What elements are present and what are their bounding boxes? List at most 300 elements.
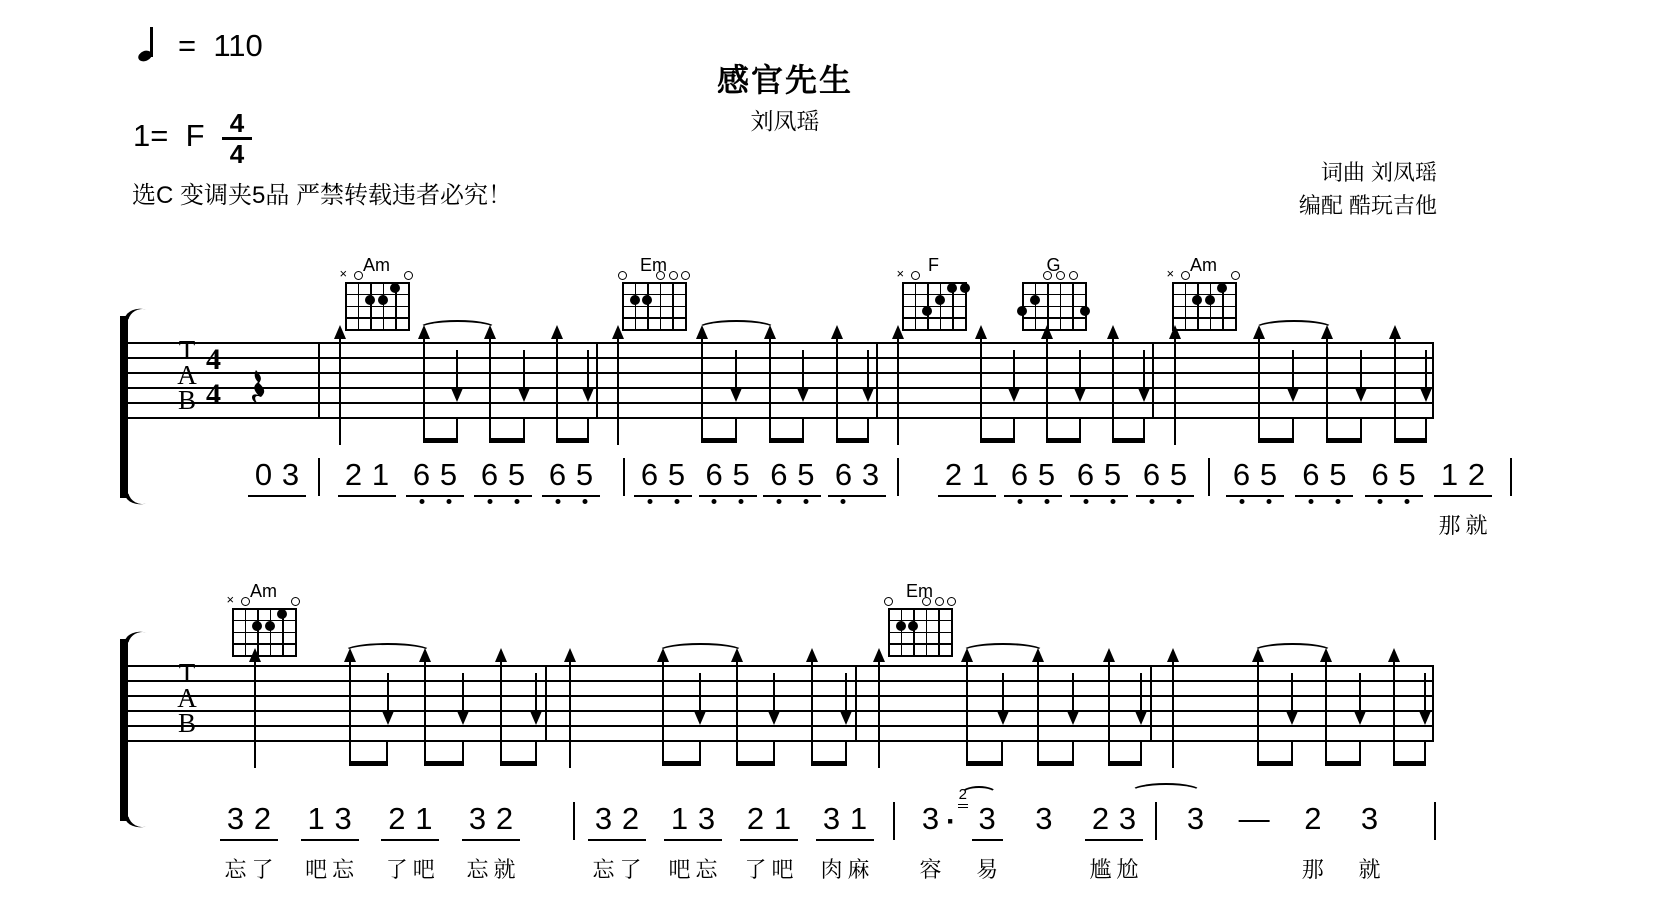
chord-grid-fret-line — [1022, 282, 1087, 284]
jianpu-note: — — [1238, 801, 1270, 836]
bracket-curl-bottom-icon — [125, 813, 147, 831]
strum-stem — [587, 350, 589, 390]
jianpu-note: 6 — [544, 456, 571, 493]
staff-time-signature-top: 4 — [206, 343, 221, 376]
strum-stem — [1425, 350, 1427, 390]
jianpu-note: 5 — [728, 456, 755, 493]
note-group — [1180, 800, 1211, 839]
eighth-beam — [811, 740, 847, 766]
strum-down-arrow-icon — [457, 711, 469, 725]
note-group — [1365, 456, 1423, 497]
jianpu-note: 1 — [371, 457, 390, 492]
chord-grid-fret-line — [888, 632, 953, 634]
open-string-marker — [1043, 271, 1052, 280]
chord-grid-fret-line — [902, 317, 967, 319]
open-string-marker — [884, 597, 893, 606]
eighth-beam — [836, 417, 869, 443]
lyric-syllable: 吧 — [305, 857, 328, 882]
jianpu-measure — [588, 800, 874, 882]
jianpu-note: 5 — [1099, 456, 1126, 493]
strum-stem — [1424, 673, 1426, 713]
note-group — [763, 456, 821, 497]
strum-stem — [699, 673, 701, 713]
artist-name: 刘凤瑶 — [750, 108, 820, 134]
staff-line — [125, 680, 1434, 682]
strum-stem — [424, 660, 426, 740]
slur-arc — [961, 643, 1045, 661]
system-bracket — [120, 316, 128, 498]
note-group — [474, 456, 532, 497]
barline — [855, 665, 857, 742]
octave-dot — [1149, 499, 1154, 504]
strum-stem — [1140, 673, 1142, 713]
eighth-beam — [556, 417, 589, 443]
staff-line — [125, 665, 1434, 667]
strum-stem — [773, 673, 775, 713]
chord-grid-fret-line — [232, 632, 297, 634]
strum-stem — [349, 660, 351, 740]
jianpu-note: 5 — [1324, 456, 1351, 493]
chord-grid-fret-line — [902, 329, 967, 331]
chord-grid-fret-line — [1172, 282, 1237, 284]
strum-stem — [1108, 660, 1110, 740]
chord-dot — [265, 621, 275, 631]
note-group — [381, 800, 439, 882]
lyric-syllable: 吧 — [412, 857, 435, 882]
jianpu-note: 2 了 — [383, 800, 410, 837]
eighth-beam — [489, 417, 524, 443]
jianpu-barline — [1510, 458, 1512, 496]
chord-grid-fret-line — [902, 282, 967, 284]
chord-grid-fret-line — [232, 620, 297, 622]
jianpu-note: 3 肉 — [818, 800, 845, 837]
lyric-syllable: 易 — [976, 857, 999, 882]
open-string-marker — [911, 271, 920, 280]
open-string-marker — [1069, 271, 1078, 280]
lyric-syllable: 了 — [744, 857, 767, 882]
strum-down-arrow-icon — [1286, 711, 1298, 725]
note-group — [958, 786, 1003, 882]
jianpu-note: 3 忘 — [330, 800, 357, 837]
note-group — [1295, 456, 1353, 497]
octave-dot — [555, 499, 560, 504]
quarter-stem — [897, 417, 899, 445]
barline — [318, 342, 320, 419]
strum-stem — [1072, 673, 1074, 713]
jianpu-note: 2 那 — [1299, 800, 1326, 837]
eighth-beam — [1326, 417, 1362, 443]
chord-dot — [960, 283, 970, 293]
strum-stem — [769, 337, 771, 417]
open-string-marker — [669, 271, 678, 280]
chord-label: Em — [906, 581, 933, 601]
note-group — [1085, 800, 1143, 882]
jianpu-note: 2 了 — [742, 800, 769, 837]
note-group — [1434, 456, 1492, 538]
jianpu-note: 3 忘 — [222, 800, 249, 837]
jianpu-note: 6 — [1297, 456, 1324, 493]
staff-line — [125, 357, 1434, 359]
eighth-beam — [701, 417, 737, 443]
chord-grid-fret-line — [1022, 317, 1087, 319]
jianpu-note: 5 — [435, 456, 462, 493]
chord-grid-fret-line — [345, 306, 410, 308]
tab-letter: B — [177, 708, 196, 738]
strum-down-arrow-icon — [1419, 711, 1431, 725]
chord-dot — [642, 295, 652, 305]
strum-down-arrow-icon — [1008, 388, 1020, 402]
octave-dot — [1335, 499, 1340, 504]
jianpu-measure — [938, 456, 1194, 497]
jianpu-barline — [1434, 802, 1436, 840]
chord-dot — [1017, 306, 1027, 316]
chord-dot — [947, 283, 957, 293]
quarter-rest-icon — [251, 370, 269, 410]
eighth-beam — [1258, 417, 1294, 443]
jianpu-barline — [1155, 802, 1157, 840]
strum-stem — [836, 337, 838, 417]
staff-line — [125, 402, 1434, 404]
jianpu-measure — [238, 456, 316, 497]
chord-grid-fret-line — [345, 294, 410, 296]
strum-stem — [456, 350, 458, 390]
octave-dot — [419, 499, 424, 504]
lyric-syllable: 肉 — [820, 857, 843, 882]
jianpu-note: 5 — [503, 456, 530, 493]
chord-label: Am — [1190, 255, 1217, 275]
jianpu-note: 3 — [281, 457, 300, 492]
staff-line — [125, 695, 1434, 697]
tempo-value: = 110 — [178, 28, 263, 63]
strum-down-arrow-icon — [582, 388, 594, 402]
strum-stem — [1174, 337, 1176, 417]
chord-grid-fret-line — [1022, 329, 1087, 331]
jianpu-barline — [1208, 458, 1210, 496]
tab-letter: T — [178, 658, 196, 688]
lyric-syllable: 吧 — [771, 857, 794, 882]
barline — [876, 342, 878, 419]
strum-down-arrow-icon — [1138, 388, 1150, 402]
strum-stem — [736, 660, 738, 740]
strum-stem — [387, 673, 389, 713]
jianpu-note: 3 忘 — [464, 800, 491, 837]
chord-grid-fret-line — [622, 306, 687, 308]
chord-label: Am — [363, 255, 390, 275]
chord-dot — [1217, 283, 1227, 293]
time-signature-denominator: 4 — [229, 139, 245, 169]
lyric-syllable: 尴 — [1089, 857, 1112, 882]
chord-grid-fret-line — [902, 294, 967, 296]
jianpu-note: 3 尬 — [1114, 800, 1141, 837]
slur-arc — [1252, 643, 1333, 661]
jianpu-note: 6 — [476, 456, 503, 493]
lyric-syllable: 吧 — [668, 857, 691, 882]
jianpu-note: 2 就 — [1463, 456, 1490, 493]
strum-stem — [617, 337, 619, 417]
jianpu-note: 6 — [765, 456, 792, 493]
strum-stem — [339, 337, 341, 417]
strum-stem — [1291, 673, 1293, 713]
chord-dot — [630, 295, 640, 305]
strum-stem — [735, 350, 737, 390]
bracket-curl-bottom-icon — [125, 490, 147, 508]
note-group — [406, 456, 464, 497]
chord-dot — [277, 609, 287, 619]
jianpu-note: 1 — [971, 457, 990, 492]
slur-arc — [1254, 320, 1334, 338]
octave-dot — [841, 499, 846, 504]
augmentation-dot: · — [946, 805, 956, 838]
strum-down-arrow-icon — [518, 388, 530, 402]
eighth-beam — [1037, 740, 1074, 766]
chord-dot — [935, 295, 945, 305]
jianpu-note: 5 — [1255, 456, 1282, 493]
strum-down-arrow-icon — [382, 711, 394, 725]
song-title: 感官先生 — [716, 62, 854, 98]
lyric-syllable: 忘 — [592, 857, 615, 882]
strum-stem — [1046, 337, 1048, 417]
octave-dot — [1378, 499, 1383, 504]
chord-dot — [252, 621, 262, 631]
strum-stem — [1258, 337, 1260, 417]
strum-stem — [1292, 350, 1294, 390]
system-bracket — [120, 639, 128, 821]
quarter-stem — [1172, 740, 1174, 768]
chord-dot — [922, 306, 932, 316]
note-group — [915, 800, 956, 882]
strum-stem — [802, 350, 804, 390]
time-signature — [222, 109, 252, 168]
strum-stem — [1143, 350, 1145, 390]
strum-stem — [878, 660, 880, 740]
eighth-beam — [966, 740, 1003, 766]
tie-arc — [1130, 783, 1202, 801]
chord-dot — [908, 621, 918, 631]
strum-down-arrow-icon — [1355, 388, 1367, 402]
octave-dot — [582, 499, 587, 504]
strum-stem — [489, 337, 491, 417]
credit-lyrics-composer: 词曲 刘凤瑶 — [1320, 160, 1437, 185]
octave-dot — [647, 499, 652, 504]
strum-stem — [845, 673, 847, 713]
octave-dot — [1239, 499, 1244, 504]
note-group — [828, 456, 886, 497]
strum-stem — [462, 673, 464, 713]
chord-label: G — [1046, 255, 1061, 275]
chord-grid-fret-line — [1172, 306, 1237, 308]
strum-down-arrow-icon — [1135, 711, 1147, 725]
eighth-beam — [662, 740, 701, 766]
strum-stem — [1002, 673, 1004, 713]
strum-down-arrow-icon — [1067, 711, 1079, 725]
note-group — [1354, 800, 1385, 882]
chord-grid-fret-line — [1172, 329, 1237, 331]
chord-grid-fret-line — [1172, 294, 1237, 296]
jianpu-note: 3 — [1035, 801, 1053, 836]
strum-down-arrow-icon — [840, 711, 852, 725]
chord-grid-fret-line — [345, 282, 410, 284]
lyric-syllable: 忘 — [466, 857, 489, 882]
jianpu-barline — [897, 458, 899, 496]
jianpu-measure — [634, 456, 886, 497]
time-signature-numerator: 4 — [222, 109, 252, 140]
strum-stem — [701, 337, 703, 417]
jianpu-note: 1 吧 — [410, 800, 437, 837]
octave-dot — [1017, 499, 1022, 504]
jianpu-note: 5 — [1033, 456, 1060, 493]
staff-line — [125, 387, 1434, 389]
jianpu-note: 5 — [571, 456, 598, 493]
eighth-beam — [1112, 417, 1144, 443]
chord-label: Am — [250, 581, 277, 601]
octave-dot — [487, 499, 492, 504]
strum-stem — [1359, 673, 1361, 713]
note-group — [938, 456, 996, 497]
quarter-stem — [254, 740, 256, 768]
octave-dot — [1308, 499, 1313, 504]
staff-line — [125, 740, 1434, 742]
lyric-syllable: 那 — [1438, 513, 1461, 538]
jianpu-note: 3 2 易 — [974, 800, 1001, 837]
eighth-beam — [736, 740, 775, 766]
open-string-marker — [656, 271, 665, 280]
jianpu-measure — [915, 786, 1143, 882]
strum-down-arrow-icon — [862, 388, 874, 402]
tab-letter: A — [177, 360, 197, 390]
chord-grid-fret-line — [888, 655, 953, 657]
jianpu-note: 2 — [944, 457, 963, 492]
chord-dot — [378, 295, 388, 305]
note-group — [1136, 456, 1194, 497]
quarter-stem — [339, 417, 341, 445]
strum-stem — [1112, 337, 1114, 417]
octave-dot — [739, 499, 744, 504]
lyric-syllable: 容 — [919, 857, 942, 882]
strum-stem — [556, 337, 558, 417]
strum-stem — [1079, 350, 1081, 390]
jianpu-note: 3 忘 — [693, 800, 720, 837]
octave-dot — [1176, 499, 1181, 504]
jianpu-barline — [623, 458, 625, 496]
octave-dot — [446, 499, 451, 504]
open-string-marker — [1056, 271, 1065, 280]
muted-string-marker: × — [339, 266, 348, 281]
jianpu-measure — [1180, 800, 1385, 882]
strum-down-arrow-icon — [997, 711, 1009, 725]
octave-dot — [1110, 499, 1115, 504]
jianpu-note: 2 — [344, 457, 363, 492]
jianpu-note: 1 那 — [1436, 456, 1463, 493]
strum-stem — [1037, 660, 1039, 740]
strum-stem — [1325, 660, 1327, 740]
strum-down-arrow-icon — [730, 388, 742, 402]
chord-grid-fret-line — [888, 643, 953, 645]
jianpu-barline — [318, 458, 320, 496]
chord-label: F — [928, 255, 939, 275]
chord-grid-fret-line — [622, 282, 687, 284]
strum-stem — [423, 337, 425, 417]
note-group — [740, 800, 798, 882]
lyric-syllable: 就 — [493, 857, 516, 882]
octave-dot — [1083, 499, 1088, 504]
chord-label: Em — [640, 255, 667, 275]
jianpu-note: 6 — [1367, 456, 1394, 493]
quarter-stem — [569, 740, 571, 768]
lyric-syllable: 了 — [251, 857, 274, 882]
jianpu-measure — [1226, 456, 1492, 538]
staff-line — [125, 342, 1434, 344]
staff-time-signature-bottom: 4 — [206, 378, 221, 411]
jianpu-measure — [220, 800, 520, 882]
note-group — [338, 456, 396, 497]
jianpu-measure — [338, 456, 600, 497]
barline — [596, 342, 598, 419]
note-group — [664, 800, 722, 882]
octave-dot — [674, 499, 679, 504]
jianpu-note: 5 — [1165, 456, 1192, 493]
slur-arc — [657, 643, 745, 661]
chord-grid-fret-line — [1172, 317, 1237, 319]
strum-stem — [811, 660, 813, 740]
lyric-syllable: 就 — [1358, 857, 1381, 882]
lyric-syllable: 就 — [1465, 513, 1488, 538]
open-string-marker — [1231, 271, 1240, 280]
octave-dot — [1405, 499, 1410, 504]
muted-string-marker: × — [226, 592, 235, 607]
jianpu-note: 6 — [1228, 456, 1255, 493]
chord-dot — [1205, 295, 1215, 305]
jianpu-note: 0 — [254, 457, 273, 492]
eighth-beam — [349, 740, 389, 766]
strum-down-arrow-icon — [530, 711, 542, 725]
open-string-marker — [291, 597, 300, 606]
jianpu-note: 5 — [1394, 456, 1421, 493]
grace-note: 2 — [958, 787, 968, 808]
note-group — [462, 800, 520, 882]
strum-down-arrow-icon — [1420, 388, 1432, 402]
jianpu-note: 1 吧 — [769, 800, 796, 837]
chord-grid-fret-line — [232, 655, 297, 657]
slur-arc — [343, 643, 432, 661]
staff-line — [125, 725, 1434, 727]
strum-stem — [1326, 337, 1328, 417]
note-group — [1297, 800, 1328, 882]
staff-line — [125, 372, 1434, 374]
quarter-stem — [878, 740, 880, 768]
open-string-marker — [241, 597, 250, 606]
tab-letter: B — [177, 385, 196, 415]
chord-grid-fret-line — [902, 306, 967, 308]
note-group — [816, 800, 874, 882]
chord-grid-fret-line — [1022, 306, 1087, 308]
barline — [1152, 342, 1154, 419]
octave-dot — [712, 499, 717, 504]
note-group — [1070, 456, 1128, 497]
jianpu-note: 6 — [408, 456, 435, 493]
strum-down-arrow-icon — [1287, 388, 1299, 402]
eighth-beam — [423, 417, 458, 443]
lyric-syllable: 尬 — [1116, 857, 1139, 882]
tab-letter: T — [178, 335, 196, 365]
system-end-barline — [1432, 665, 1434, 742]
strum-stem — [867, 350, 869, 390]
note-group — [301, 800, 359, 882]
lyric-syllable: 忘 — [695, 857, 718, 882]
strum-stem — [897, 337, 899, 417]
eighth-beam — [1393, 740, 1426, 766]
lyric-syllable: 了 — [385, 857, 408, 882]
strum-down-arrow-icon — [1074, 388, 1086, 402]
